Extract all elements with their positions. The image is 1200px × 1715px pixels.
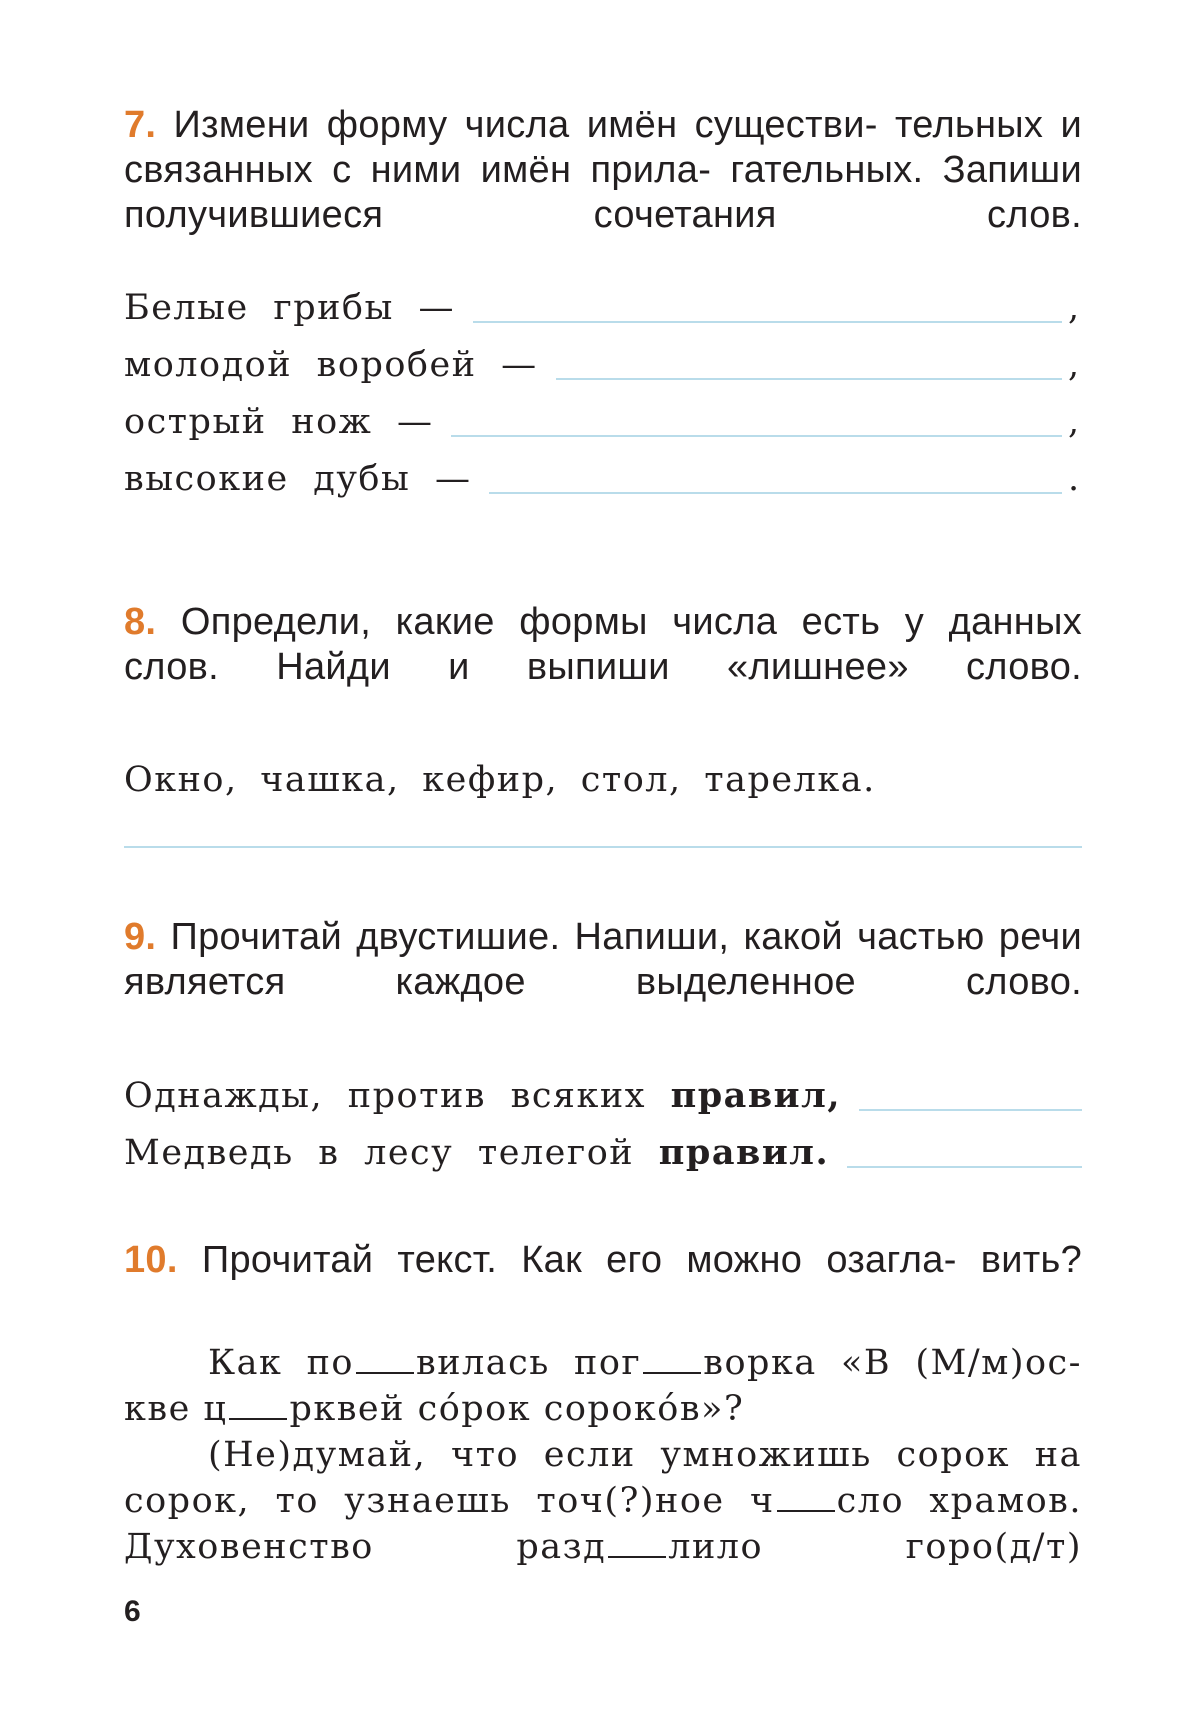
couplet-line-text: Медведь в лесу телегой — [124, 1133, 635, 1173]
fill-blank[interactable] — [229, 1418, 287, 1420]
answer-row-prompt: острый нож — — [124, 402, 434, 442]
answer-row-punct: , — [1068, 288, 1081, 328]
exercise-8-words: Окно, чашка, кефир, стол, тарелка. — [124, 760, 876, 800]
exercise-9-couplet — [124, 1068, 1082, 1182]
exercise-9-number: 9. — [124, 916, 157, 958]
fill-blank[interactable] — [356, 1372, 414, 1374]
fill-blank[interactable] — [777, 1510, 835, 1512]
couplet-line-1 — [124, 1068, 1082, 1125]
fill-blank[interactable] — [643, 1372, 701, 1374]
answer-row-1 — [124, 280, 1082, 337]
answer-row-prompt: молодой воробей — — [124, 345, 538, 385]
exercise-9-text: Прочитай двустишие. Напиши, какой частью речи является каждое выделенное слово. — [124, 916, 1083, 1003]
exercise-7-answer-lines — [124, 280, 1082, 508]
answer-row-2 — [124, 337, 1082, 394]
answer-row-punct: . — [1068, 459, 1081, 499]
answer-line[interactable] — [473, 321, 1062, 323]
exercise-7-text: Измени форму числа имён существи- тельных и связанных с ними имён прила- гательных. Запиши получившиеся сочетания слов. — [124, 104, 1082, 236]
exercise-10-instruction — [124, 1238, 1082, 1283]
fill-blank[interactable] — [608, 1556, 666, 1558]
highlighted-word: правил, — [670, 1075, 842, 1116]
highlighted-word: правил. — [658, 1132, 830, 1173]
answer-row-prompt: Белые грибы — — [124, 288, 455, 328]
exercise-8-number: 8. — [124, 601, 157, 643]
paragraph-2: (Не)думай, что если умножишь сорок на сорок, то узнаешь точ(?)ное ч сло храмов. Духовенство разд лило горо(д/т) — [124, 1435, 1083, 1567]
exercise-10-text: Прочитай текст. Как его можно озагла- вить? — [201, 1239, 1083, 1281]
exercise-10-number: 10. — [124, 1239, 178, 1281]
exercise-8-answer-line[interactable] — [124, 846, 1082, 848]
exercise-7-instruction — [124, 103, 1082, 238]
answer-line[interactable] — [847, 1166, 1082, 1168]
answer-row-3 — [124, 394, 1082, 451]
exercise-8-instruction — [124, 600, 1082, 690]
page-number: 6 — [124, 1595, 141, 1628]
exercise-9-instruction — [124, 915, 1082, 1005]
couplet-line-text: Однажды, против всяких — [124, 1076, 646, 1116]
couplet-line-2 — [124, 1125, 1082, 1182]
answer-row-prompt: высокие дубы — — [124, 459, 472, 499]
paragraph-1: Как по вилась пог ворка «В (М/м)ос- кве ц рквей со́рок сороко́в»? — [124, 1343, 1082, 1429]
answer-line[interactable] — [489, 492, 1062, 494]
answer-row-punct: , — [1068, 402, 1081, 442]
answer-line[interactable] — [859, 1109, 1082, 1111]
answer-line[interactable] — [556, 378, 1062, 380]
answer-row-punct: , — [1068, 345, 1081, 385]
exercise-7-number: 7. — [124, 104, 157, 146]
answer-line[interactable] — [451, 435, 1062, 437]
answer-row-4 — [124, 451, 1082, 508]
exercise-10-text-body — [124, 1340, 1082, 1570]
exercise-8-text: Определи, какие формы числа есть у данных слов. Найди и выпиши «лишнее» слово. — [124, 601, 1082, 688]
